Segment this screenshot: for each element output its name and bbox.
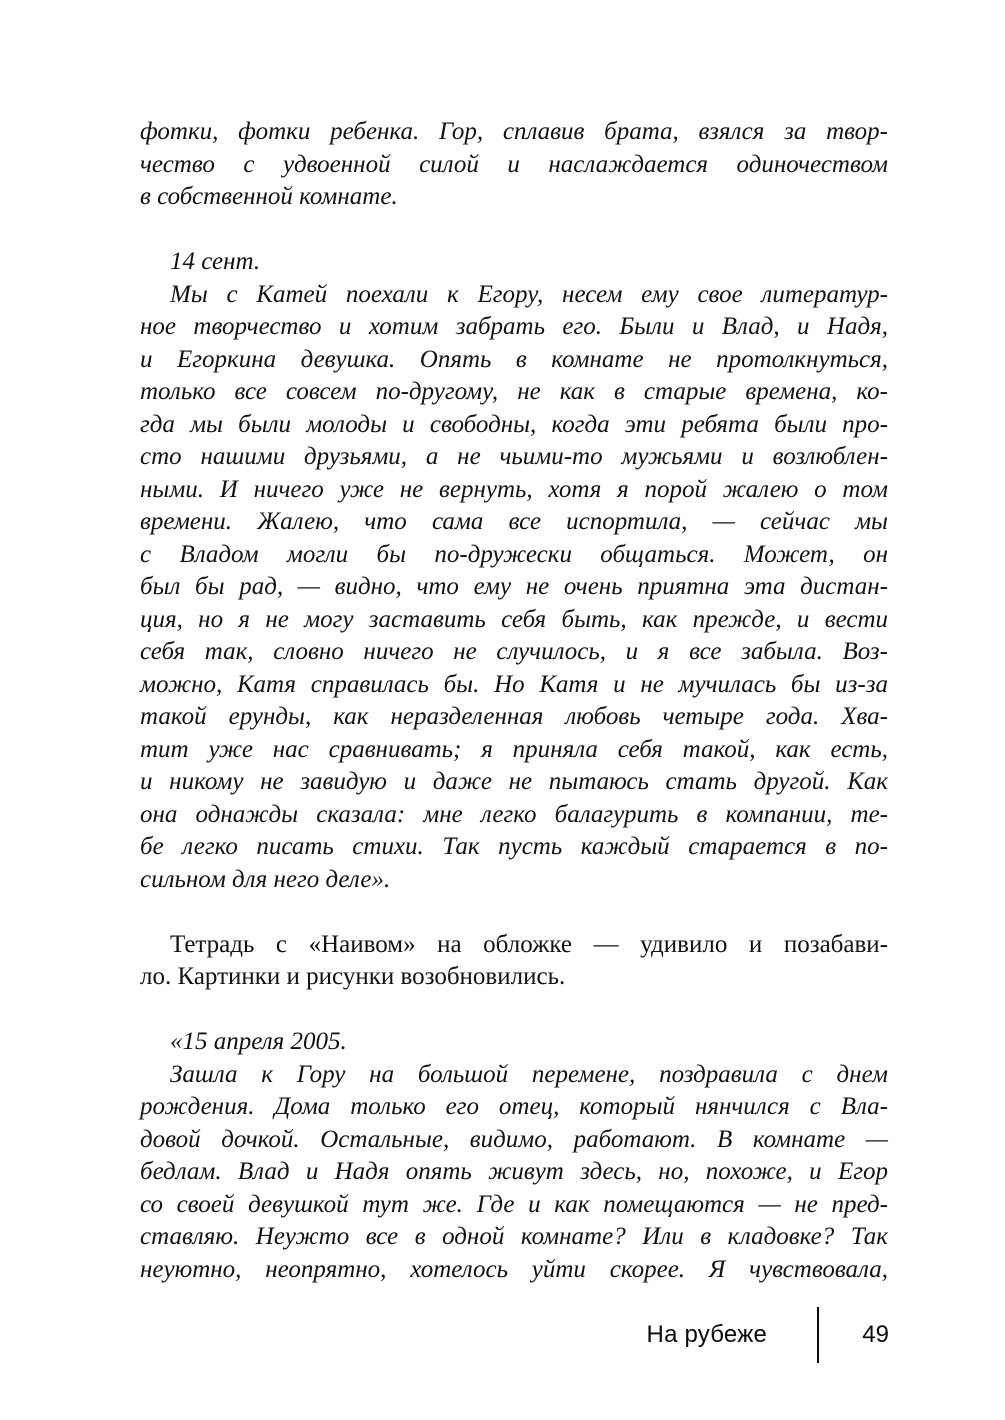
- text-line: Мы с Катей поехали к Егору, несем ему свое литератур-: [170, 280, 888, 308]
- text-line: чество с удвоенной силой и наслаждается одиночеством: [140, 150, 888, 178]
- text-line: рождения. Дома только его отец, который нянчился с Вла-: [140, 1093, 888, 1120]
- running-title: На рубеже: [646, 1321, 767, 1348]
- text-line: довой дочкой. Остальные, видимо, работают. В комнате —: [140, 1125, 888, 1153]
- text-line: и Егоркина девушка. Опять в комнате не протолкнуться,: [140, 345, 888, 373]
- text-line: сто нашими друзьями, а не чьими-то мужьями и возлюблен-: [140, 443, 888, 470]
- text-line: с Владом могли бы по-дружески общаться. Может, он: [140, 540, 888, 568]
- text-line: и никому не завидую и даже не пытаюсь стать другой. Как: [140, 768, 888, 795]
- text-line: тит уже нас сравнивать; я приняла себя такой, как есть,: [140, 735, 888, 763]
- text-line: в собственной комнате.: [140, 183, 398, 210]
- text-line: ло. Картинки и рисунки возобновились.: [140, 963, 566, 990]
- text-line: 14 сент.: [170, 248, 261, 275]
- text-line: такой ерунды, как неразделенная любовь четыре года. Хва-: [140, 703, 888, 730]
- paragraph: [140, 279, 888, 897]
- text-line: Тетрадь с «Наивом» на обложке — удивило и позабави-: [170, 930, 888, 958]
- text-line: бедлам. Влад и Надя опять живут здесь, но, похоже, и Егор: [140, 1158, 888, 1185]
- text-line: фотки, фотки ребенка. Гор, сплавив брата, взялся за твор-: [140, 118, 888, 145]
- text-line: ными. И ничего уже не вернуть, хотя я порой жалею о том: [140, 475, 888, 503]
- text-line: неуютно, неопрятно, хотелось уйти скорее. Я чувствовала,: [140, 1255, 888, 1283]
- paragraph: [140, 1059, 888, 1287]
- text-line: себя так, словно ничего не случилось, и я все забыла. Воз-: [140, 638, 888, 665]
- text-line: был бы рад, — видно, что ему не очень приятна эта дистан-: [140, 573, 888, 600]
- paragraph: [140, 246, 888, 279]
- text-line: ставляю. Неужто все в одной комнате? Или в кладовке? Так: [140, 1223, 888, 1250]
- text-line: можно, Катя справилась бы. Но Катя и не мучилась бы из-за: [140, 670, 888, 698]
- text-line: гда мы были молоды и свободны, когда эти ребята были про-: [140, 410, 888, 438]
- paragraph: [140, 929, 888, 994]
- text-line: она однажды сказала: мне легко балагурить в компании, те-: [140, 800, 888, 828]
- paragraph: [140, 116, 888, 214]
- text-block: [140, 116, 888, 1286]
- text-line: сильном для него деле».: [140, 865, 391, 893]
- text-line: «15 апреля 2005.: [170, 1028, 347, 1055]
- page-footer: [647, 1306, 889, 1364]
- text-line: со своей девушкой тут же. Где и как помещаются — не пред-: [140, 1190, 888, 1218]
- page-number: 49: [862, 1321, 889, 1348]
- text-line: ное творчество и хотим забрать его. Были и Влад, и Надя,: [140, 313, 888, 340]
- text-line: Зашла к Гору на большой перемене, поздравила с днем: [170, 1060, 888, 1088]
- text-line: ция, но я не могу заставить себя быть, как прежде, и вести: [140, 605, 888, 633]
- text-line: бе легко писать стихи. Так пусть каждый старается в по-: [140, 833, 888, 860]
- text-line: времени. Жалею, что сама все испортила, — сейчас мы: [140, 508, 888, 535]
- paragraph: [140, 1026, 888, 1059]
- text-line: только все совсем по-другому, не как в старые времена, ко-: [140, 378, 888, 405]
